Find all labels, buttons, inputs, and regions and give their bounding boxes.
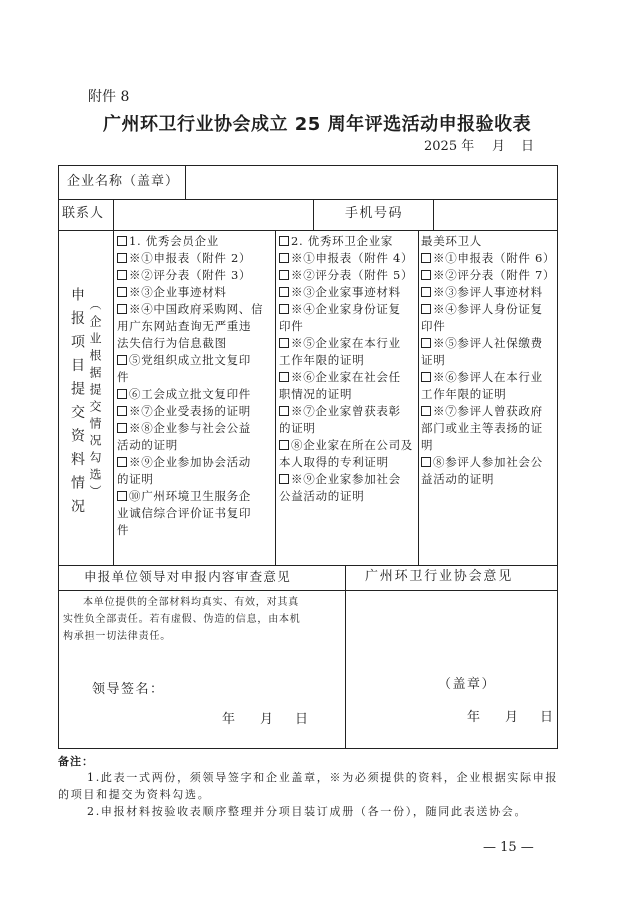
checklist-item	[117, 386, 263, 403]
checklist-item	[421, 233, 555, 250]
checklist-item-text: ※②评分表（附件 7）	[433, 268, 556, 282]
checkbox[interactable]	[279, 253, 289, 263]
checkbox[interactable]	[117, 389, 127, 399]
seal-label: （盖章）	[438, 677, 497, 692]
checklist-item-line	[279, 369, 413, 386]
checklist-item	[117, 403, 263, 420]
checkbox[interactable]	[117, 304, 127, 314]
checkbox[interactable]	[279, 338, 289, 348]
checklist-item-text: 印件	[279, 319, 304, 333]
checkbox[interactable]	[421, 457, 431, 467]
checkbox[interactable]	[279, 287, 289, 297]
checklist-item	[421, 454, 555, 488]
leader-signature-field[interactable]	[160, 676, 340, 704]
checklist-item-line	[421, 352, 555, 369]
checklist-item-text: ⑧参评人参加社会公	[433, 455, 543, 469]
attachment-label: 附件 8	[88, 89, 130, 105]
checklist-item	[117, 454, 263, 488]
checklist-item-line	[421, 318, 555, 335]
company-name-label: 企业名称（盖章）	[67, 174, 180, 189]
checklist-item-line	[279, 386, 413, 403]
checklist-item-text: 明	[421, 438, 434, 452]
checklist-item	[421, 250, 555, 267]
checklist-item-line	[421, 454, 555, 471]
checklist-item	[117, 284, 263, 301]
checklist-item-text: ※⑧企业参与社会公益	[129, 421, 251, 435]
checklist-item-line	[421, 386, 555, 403]
checklist-item-line	[421, 420, 555, 437]
checklist-column-entrepreneur	[279, 233, 413, 505]
checklist-item-text: ⑥工会成立批文复印件	[129, 387, 251, 401]
checklist-item	[279, 250, 413, 267]
checklist-item-line	[117, 352, 263, 369]
checklist-item-line	[279, 352, 413, 369]
association-date-month: 月	[505, 710, 520, 725]
review-opinion-heading: 申报单位领导对申报内容审查意见	[84, 569, 292, 584]
checklist-item-text: 的证明	[117, 472, 154, 486]
checklist-item-text: ※②评分表（附件 5）	[291, 268, 414, 282]
checklist-item-line	[421, 267, 555, 284]
notes-line: 1.此表一式两份，须领导签字和企业盖章，※为必须提供的资料，企业根据实际申报	[87, 771, 559, 784]
checklist-item-text: 最美环卫人	[421, 234, 482, 248]
checkbox[interactable]	[279, 270, 289, 280]
checklist-item-text: ⑧企业家在所在公司及	[291, 438, 413, 452]
checkbox[interactable]	[279, 372, 289, 382]
checklist-item-text: 证明	[421, 353, 446, 367]
checklist-item-text: ※③企业事迹材料	[129, 285, 227, 299]
checklist-item	[279, 403, 413, 437]
checkbox[interactable]	[421, 287, 431, 297]
checklist-item	[117, 233, 263, 250]
checklist-item	[279, 369, 413, 403]
checkbox[interactable]	[421, 372, 431, 382]
checklist-item-text: 职情况的证明	[279, 387, 353, 401]
checklist-item	[279, 437, 413, 471]
checklist-item-text: 法失信行为信息截图	[117, 336, 227, 350]
checklist-item-line	[279, 233, 413, 250]
page-number: — 15 —	[483, 840, 534, 855]
notes-line: 的项目和提交为资料勾选。	[58, 788, 211, 801]
checklist-item-text: ※⑨企业家参加社会	[291, 472, 401, 486]
checklist-item-text: ※①申报表（附件 4）	[291, 251, 414, 265]
association-date-year: 年	[467, 710, 482, 725]
declaration-line: 本单位提供的全部材料均真实、有效，对其真	[83, 597, 299, 608]
header-date-month: 月	[492, 139, 506, 154]
checklist-item-text: ⑩广州环境卫生服务企	[129, 489, 251, 503]
checklist-item-line	[117, 505, 263, 522]
checklist-item	[117, 420, 263, 454]
checklist-item-line	[117, 437, 263, 454]
checklist-item-text: ※⑤企业家在本行业	[291, 336, 401, 350]
checklist-item-line	[279, 454, 413, 471]
checklist-item-line	[117, 488, 263, 505]
checklist-item-line	[117, 250, 263, 267]
checklist-item-text: ※⑥企业家在社会任	[291, 370, 401, 384]
checklist-item-line	[117, 386, 263, 403]
checklist-item	[279, 233, 413, 250]
checklist-item-line	[421, 369, 555, 386]
checklist-item-text: ⑤党组织成立批文复印	[129, 353, 251, 367]
checklist-item	[117, 250, 263, 267]
checklist-item-text: 2. 优秀环卫企业家	[291, 234, 394, 248]
checklist-item-line	[279, 437, 413, 454]
leader-signature-label: 领导签名：	[92, 682, 165, 697]
checklist-item-line	[421, 403, 555, 420]
materials-note: （企业根据提交情况勾选）	[88, 298, 102, 502]
checkbox[interactable]	[279, 304, 289, 314]
checklist-item	[279, 471, 413, 505]
checklist-item-text: 本人取得的专利证明	[279, 455, 389, 469]
checklist-item-text: 印件	[421, 319, 446, 333]
association-opinion-heading: 广州环卫行业协会意见	[365, 569, 514, 584]
checklist-item-text: ※②评分表（附件 3）	[129, 268, 252, 282]
checklist-item	[421, 369, 555, 403]
company-name-field[interactable]	[186, 166, 557, 199]
declaration-line: 构承担一切法律责任。	[63, 631, 171, 642]
checklist-item-line	[117, 301, 263, 318]
checklist-item-line	[421, 335, 555, 352]
notes-label: 备注：	[58, 755, 94, 768]
checklist-item	[279, 301, 413, 335]
checkbox[interactable]	[279, 474, 289, 484]
checkbox[interactable]	[117, 253, 127, 263]
checklist-item-text: ※④企业家身份证复	[291, 302, 401, 316]
checklist-item-line	[279, 267, 413, 284]
checklist-item-text: 1. 优秀会员企业	[129, 234, 219, 248]
checkbox[interactable]	[279, 440, 289, 450]
checklist-item	[279, 335, 413, 369]
checklist-item-line	[117, 522, 263, 539]
checklist-item-line	[279, 471, 413, 488]
form-title: 广州环卫行业协会成立 25 周年评选活动申报验收表	[103, 114, 532, 135]
checklist-item-text: ※⑨企业参加协会活动	[129, 455, 251, 469]
checkbox[interactable]	[117, 423, 127, 433]
checklist-item-line	[117, 284, 263, 301]
checklist-item	[117, 267, 263, 284]
checkbox[interactable]	[117, 491, 127, 501]
review-date-month: 月	[260, 712, 275, 727]
checklist-item-text: 工作年限的证明	[279, 353, 365, 367]
checklist-item-line	[279, 420, 413, 437]
checkbox[interactable]	[117, 236, 127, 246]
checklist-item	[421, 301, 555, 335]
checklist-item-line	[421, 471, 555, 488]
checklist-item-text: 件	[117, 370, 130, 384]
declaration-line: 实性负全部责任。若有虚假、伪造的信息，由本机	[63, 614, 301, 625]
checkbox[interactable]	[421, 270, 431, 280]
header-date-day: 日	[521, 139, 535, 154]
checkbox[interactable]	[421, 338, 431, 348]
review-date-day: 日	[295, 712, 310, 727]
checklist-item-line	[117, 233, 263, 250]
checklist-item-line	[117, 420, 263, 437]
checklist-item-line	[421, 437, 555, 454]
checklist-item-text: ※⑤参评人社保缴费	[433, 336, 543, 350]
checklist-item-line	[279, 335, 413, 352]
checklist-item-text: 用广东网站查询无严重违	[117, 319, 252, 333]
checklist-item-text: ※⑥参评人在本行业	[433, 370, 543, 384]
checklist-item-line	[117, 335, 263, 352]
checklist-item-line	[117, 454, 263, 471]
phone-field[interactable]	[434, 200, 557, 230]
checklist-item-text: 益活动的证明	[421, 472, 495, 486]
checklist-item-text: ※③参评人事迹材料	[433, 285, 543, 299]
checkbox[interactable]	[117, 355, 127, 365]
checkbox[interactable]	[117, 270, 127, 280]
checkbox[interactable]	[421, 406, 431, 416]
checklist-item-line	[117, 267, 263, 284]
phone-label: 手机号码	[345, 206, 404, 221]
review-date-year: 年	[222, 712, 237, 727]
checklist-item-text: ※⑦企业受表扬的证明	[129, 404, 251, 418]
checklist-item-line	[117, 318, 263, 335]
checklist-item-text: ※③企业家事迹材料	[291, 285, 401, 299]
checklist-item-line	[117, 471, 263, 488]
checklist-item-text: 活动的证明	[117, 438, 178, 452]
checkbox[interactable]	[117, 406, 127, 416]
checklist-item-line	[117, 403, 263, 420]
checklist-item-line	[279, 301, 413, 318]
checklist-item-line	[279, 318, 413, 335]
association-date-day: 日	[540, 710, 555, 725]
checklist-item-text: 公益活动的证明	[279, 489, 365, 503]
header-date-year: 2025 年	[424, 139, 475, 154]
checklist-item	[117, 488, 263, 539]
checkbox[interactable]	[117, 457, 127, 467]
checklist-item-text: 工作年限的证明	[421, 387, 507, 401]
checklist-item	[117, 301, 263, 352]
checkbox[interactable]	[279, 236, 289, 246]
checklist-item-line	[279, 403, 413, 420]
checkbox[interactable]	[117, 287, 127, 297]
checklist-item-line	[279, 488, 413, 505]
checklist-item	[421, 284, 555, 301]
checklist-item-text: 的证明	[279, 421, 316, 435]
checklist-item-line	[117, 369, 263, 386]
checklist-item-line	[279, 284, 413, 301]
checklist-item-text: ※⑦参评人曾获政府	[433, 404, 543, 418]
checkbox[interactable]	[421, 304, 431, 314]
checklist-item	[421, 403, 555, 454]
checklist-item	[421, 267, 555, 284]
checklist-item-line	[279, 250, 413, 267]
contact-field[interactable]	[114, 200, 313, 230]
checklist-item	[279, 267, 413, 284]
checklist-item	[117, 352, 263, 386]
checklist-item-line	[421, 233, 555, 250]
materials-heading: 申报项目提交资料情况	[69, 287, 85, 522]
checklist-item-line	[421, 250, 555, 267]
checklist-item-text: 业诚信综合评价证书复印	[117, 506, 252, 520]
checkbox[interactable]	[279, 406, 289, 416]
contact-label: 联系人	[62, 206, 105, 221]
checklist-item-line	[421, 284, 555, 301]
checklist-item-line	[421, 301, 555, 318]
checklist-item-text: 部门或业主等表扬的证	[421, 421, 543, 435]
checklist-item-text: ※④中国政府采购网、信	[129, 302, 264, 316]
checklist-item-text: ※⑦企业家曾获表彰	[291, 404, 401, 418]
checklist-column-sanitation-worker	[421, 233, 555, 488]
checklist-column-member-enterprise	[117, 233, 263, 539]
checklist-item-text: 件	[117, 523, 130, 537]
checklist-item-text: ※①申报表（附件 2）	[129, 251, 252, 265]
notes-line: 2.申报材料按验收表顺序整理并分项目装订成册（各一份），随同此表送协会。	[87, 805, 528, 818]
checklist-item-text: ※①申报表（附件 6）	[433, 251, 556, 265]
checklist-item	[421, 335, 555, 369]
checkbox[interactable]	[421, 253, 431, 263]
checklist-item	[279, 284, 413, 301]
checklist-item-text: ※④参评人身份证复	[433, 302, 543, 316]
